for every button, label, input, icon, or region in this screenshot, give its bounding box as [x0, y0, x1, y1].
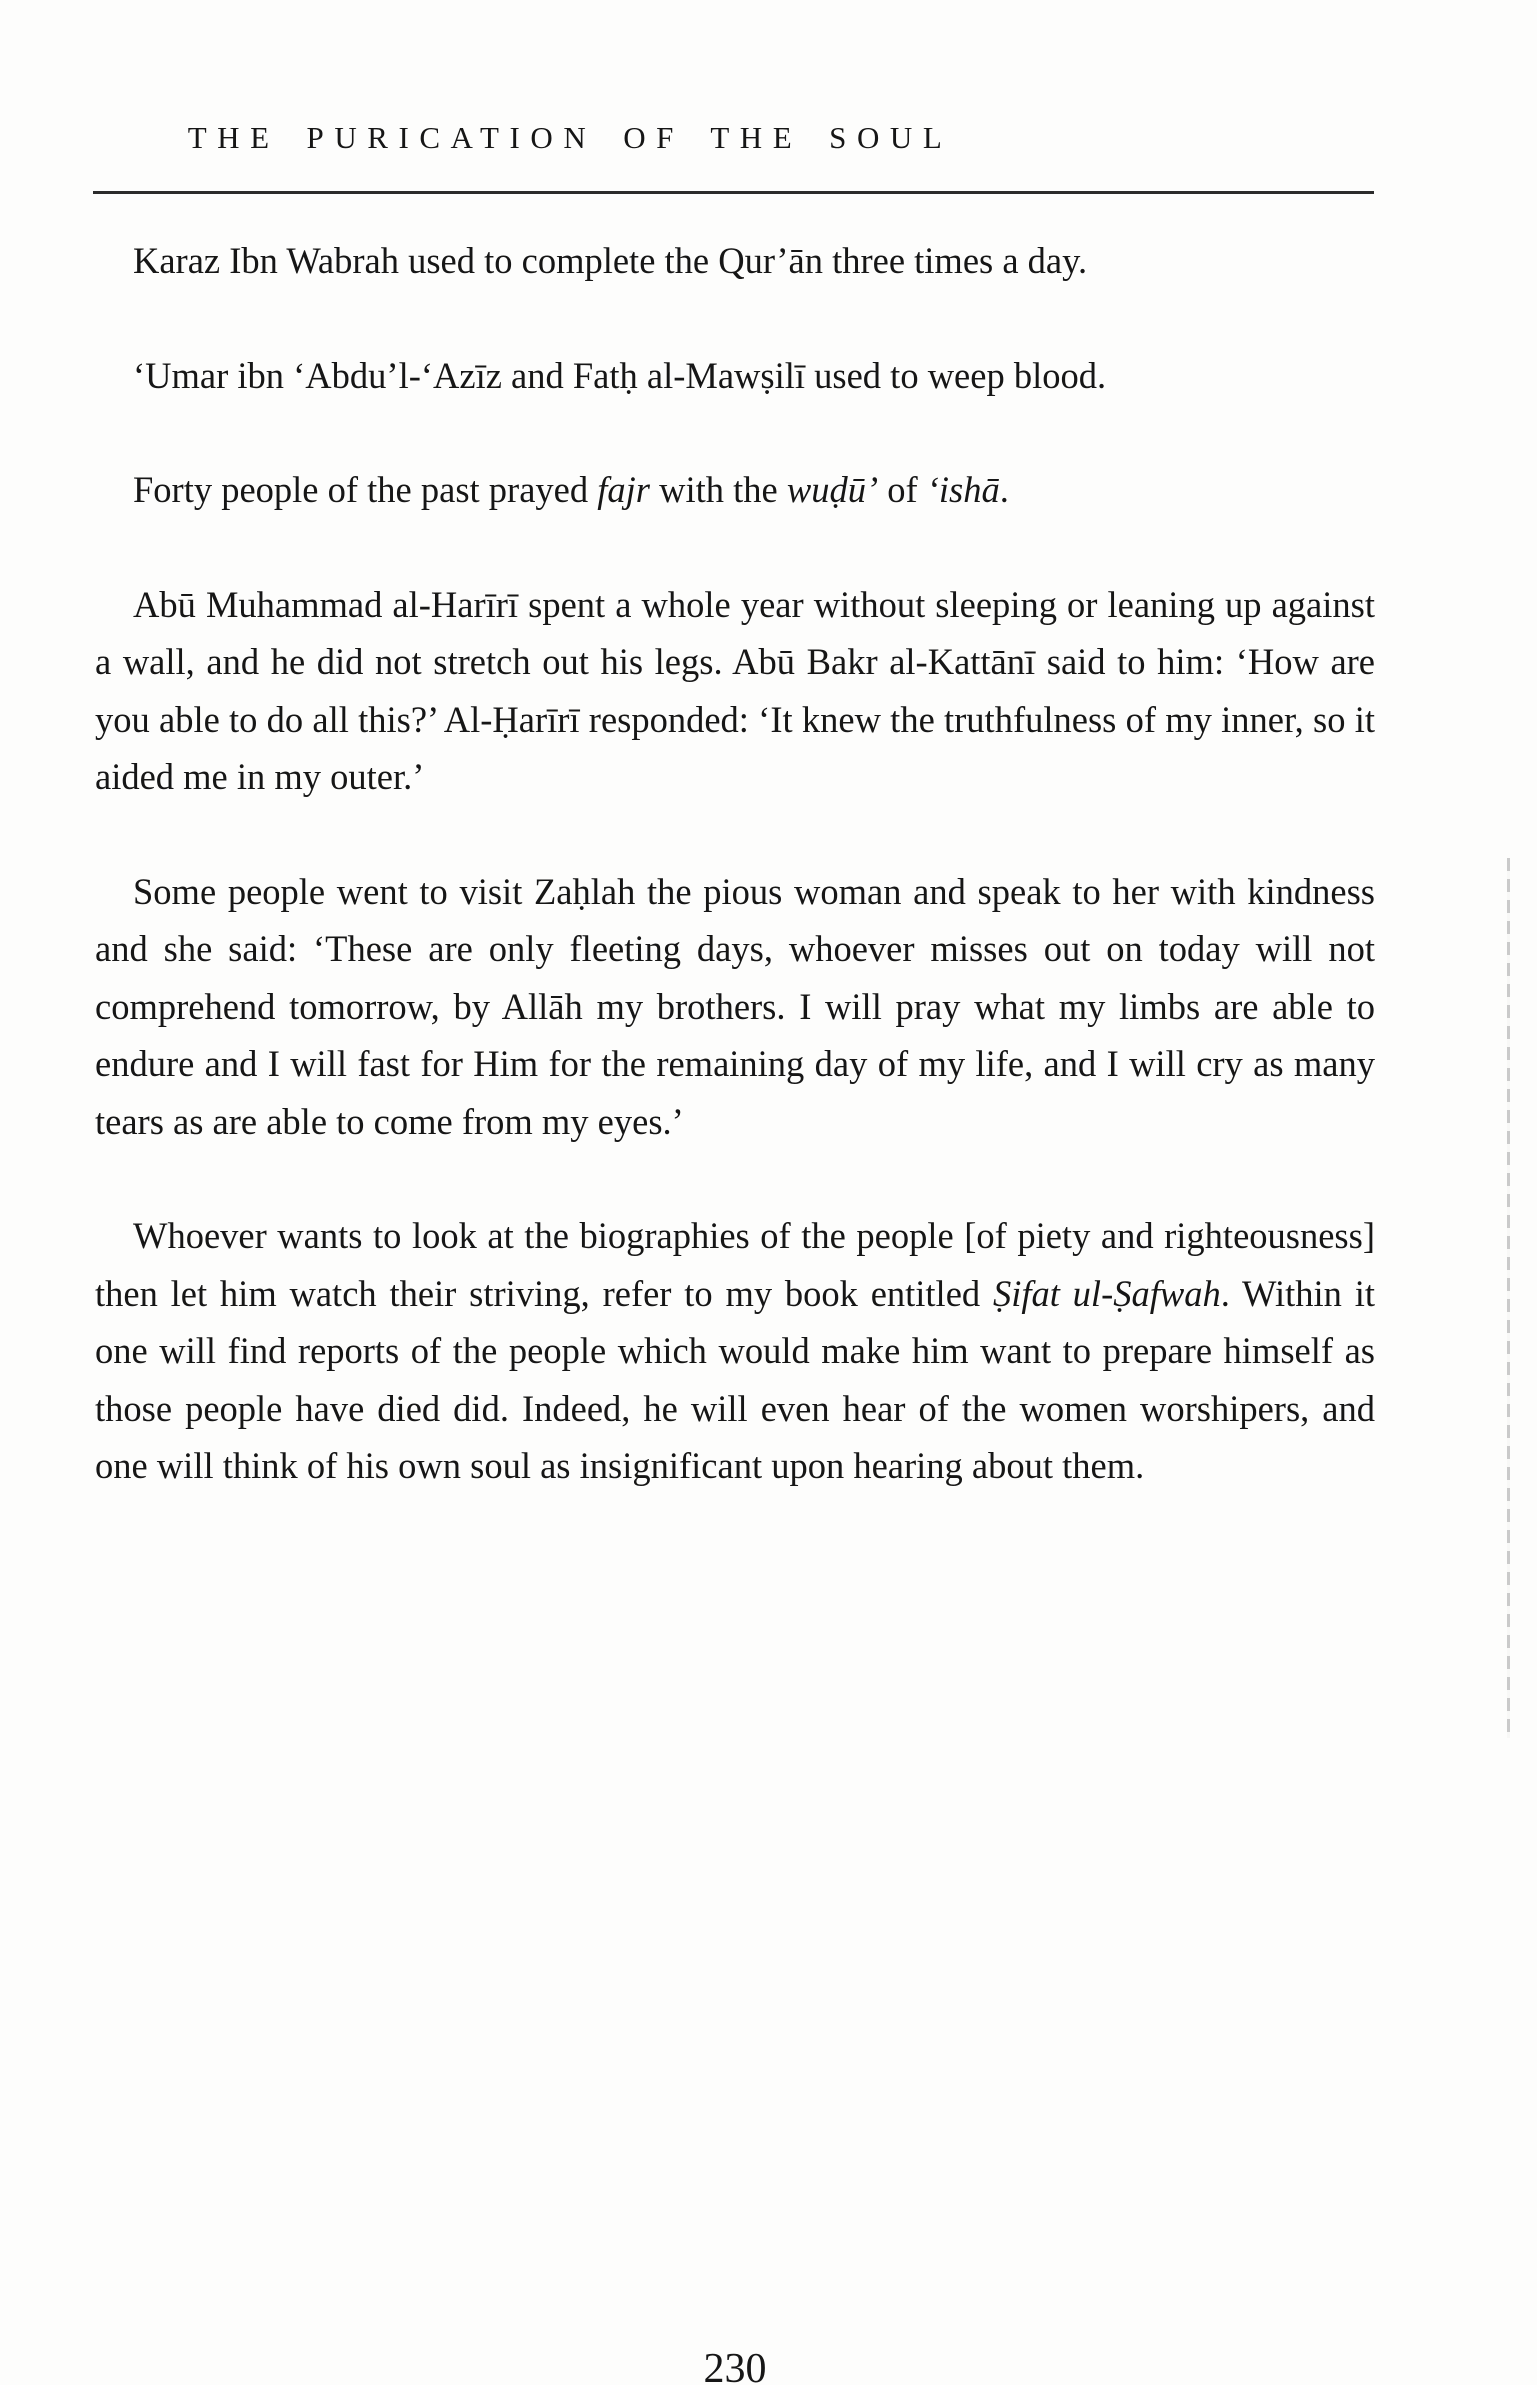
paragraph — [95, 461, 1375, 519]
text-segment: Some people went to visit Zaḥlah the pious woman and speak to her with kindness and she said: ‘These are only fleeting days, whoever misses out on today will not comprehend tomorrow, by Allāh my brothers. I will pray what my limbs are able to endure and I will fast for Him for the remaining day of my life, and I will cry as many tears as are able to come from my eyes.’ — [95, 870, 1375, 1142]
text-segment: with the — [649, 469, 787, 510]
running-header: THE PURICATION OF THE SOUL — [187, 120, 953, 155]
text-segment: Karaz Ibn Wabrah used to complete the Qur’ān three times a day. — [133, 240, 1088, 281]
italic-text-segment: wuḍū’ — [786, 469, 879, 510]
paragraph — [95, 576, 1375, 806]
header-rule — [93, 191, 1374, 194]
italic-text-segment: ‘ishā — [926, 469, 1000, 510]
paragraph — [95, 347, 1375, 405]
text-segment: . — [999, 469, 1009, 510]
body-text — [95, 232, 1375, 1552]
paragraph — [95, 863, 1375, 1151]
paragraph — [95, 1207, 1375, 1495]
scan-artifact-line — [1507, 858, 1510, 1738]
text-segment: Whoever wants to look at the biographies of the people [of piety and righteousness] then let him watch their striving, refer to my book entitled — [95, 1215, 1375, 1314]
text-segment: of — [878, 469, 927, 510]
paragraph — [95, 232, 1375, 290]
italic-text-segment: Ṣifat ul-Ṣafwah — [992, 1272, 1221, 1314]
text-segment: ‘Umar ibn ‘Abdu’l-‘Azīz and Fatḥ al-Mawṣilī used to weep blood. — [133, 354, 1107, 396]
italic-text-segment: fajr — [597, 469, 650, 510]
page-number: 230 — [703, 2346, 767, 2385]
text-segment: Forty people of the past prayed — [133, 469, 598, 510]
text-segment: Abū Muhammad al-Harīrī spent a whole year without sleeping or leaning up against a wall, and he did not stretch out his legs. Abū Bakr al-Kattānī said to him: ‘How are you able to do all this?’ Al-Ḥarīrī responded: ‘It knew the truthfulness of my inner, so it aided me in my outer.’ — [95, 583, 1375, 797]
text-segment: . Within it one will find reports of the people which would make him want to prepare himself as those people have died did. Indeed, he will even hear of the women worshipers, and one will think of his own soul as insignificant upon hearing about them. — [95, 1272, 1375, 1486]
